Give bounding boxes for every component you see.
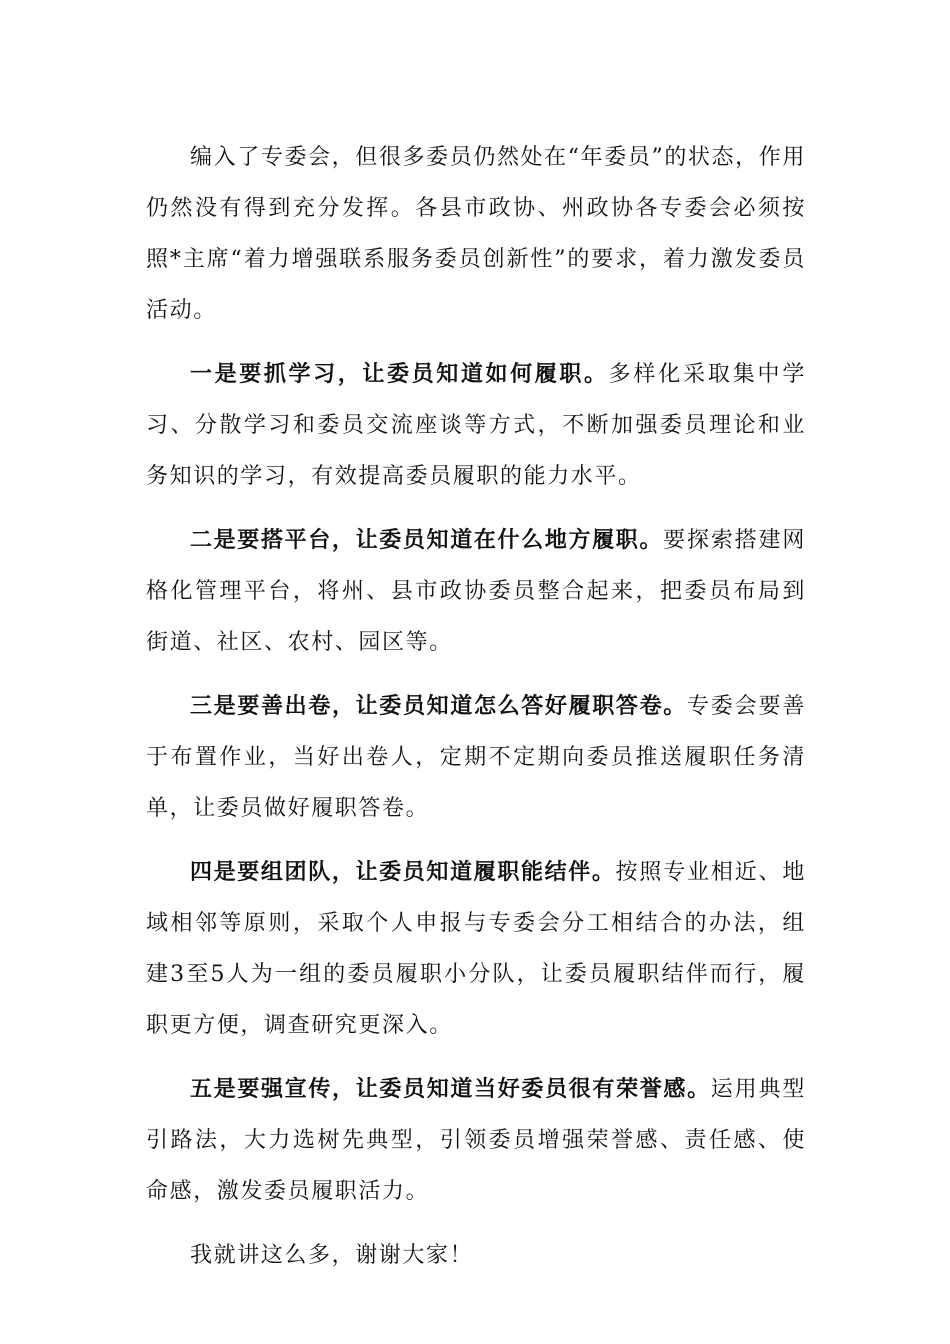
paragraph-body: 多样化采取集中学习、分散学习和委员交流座谈等方式，不断加强委员理论和业务知识的学习，有效提高委员履职的能力水平。 xyxy=(146,362,806,489)
paragraph-point-3 xyxy=(146,681,806,834)
paragraph-body: 专委会要善于布置作业，当好出卷人，定期不定期向委员推送履职任务清单，让委员做好履职答卷。 xyxy=(146,694,806,821)
paragraph-body: 运用典型引路法，大力选树先典型，引领委员增强荣誉感、责任感、使命感，激发委员履职活力。 xyxy=(146,1077,806,1204)
paragraph-point-4 xyxy=(146,847,806,1051)
document-body xyxy=(146,132,806,1294)
paragraph-lead: 二是要搭平台，让委员知道在什么地方履职。 xyxy=(190,528,664,553)
paragraph-intro xyxy=(146,132,806,336)
paragraph-lead: 一是要抓学习，让委员知道如何履职。 xyxy=(190,362,609,387)
paragraph-closing xyxy=(146,1230,806,1281)
paragraph-body: 按照专业相近、地域相邻等原则，采取个人申报与专委会分工相结合的办法，组建3至5人为一组的委员履职小分队，让委员履职结伴而行，履职更方便，调查研究更深入。 xyxy=(146,860,806,1038)
paragraph-lead: 五是要强宣传，让委员知道当好委员很有荣誉感。 xyxy=(190,1077,711,1102)
paragraph-body: 编入了专委会，但很多委员仍然处在“年委员”的状态，作用仍然没有得到充分发挥。各县市政协、州政协各专委会必须按照*主席“着力增强联系服务委员创新性”的要求，着力激发委员活动。 xyxy=(146,145,806,323)
paragraph-point-5 xyxy=(146,1064,806,1217)
paragraph-lead: 四是要组团队，让委员知道履职能结伴。 xyxy=(190,860,616,885)
paragraph-body: 要探索搭建网格化管理平台，将州、县市政协委员整合起来，把委员布局到街道、社区、农村、园区等。 xyxy=(146,528,806,655)
paragraph-body: 我就讲这么多，谢谢大家！ xyxy=(190,1243,474,1268)
paragraph-lead: 三是要善出卷，让委员知道怎么答好履职答卷。 xyxy=(190,694,687,719)
paragraph-point-2 xyxy=(146,515,806,668)
paragraph-point-1 xyxy=(146,349,806,502)
